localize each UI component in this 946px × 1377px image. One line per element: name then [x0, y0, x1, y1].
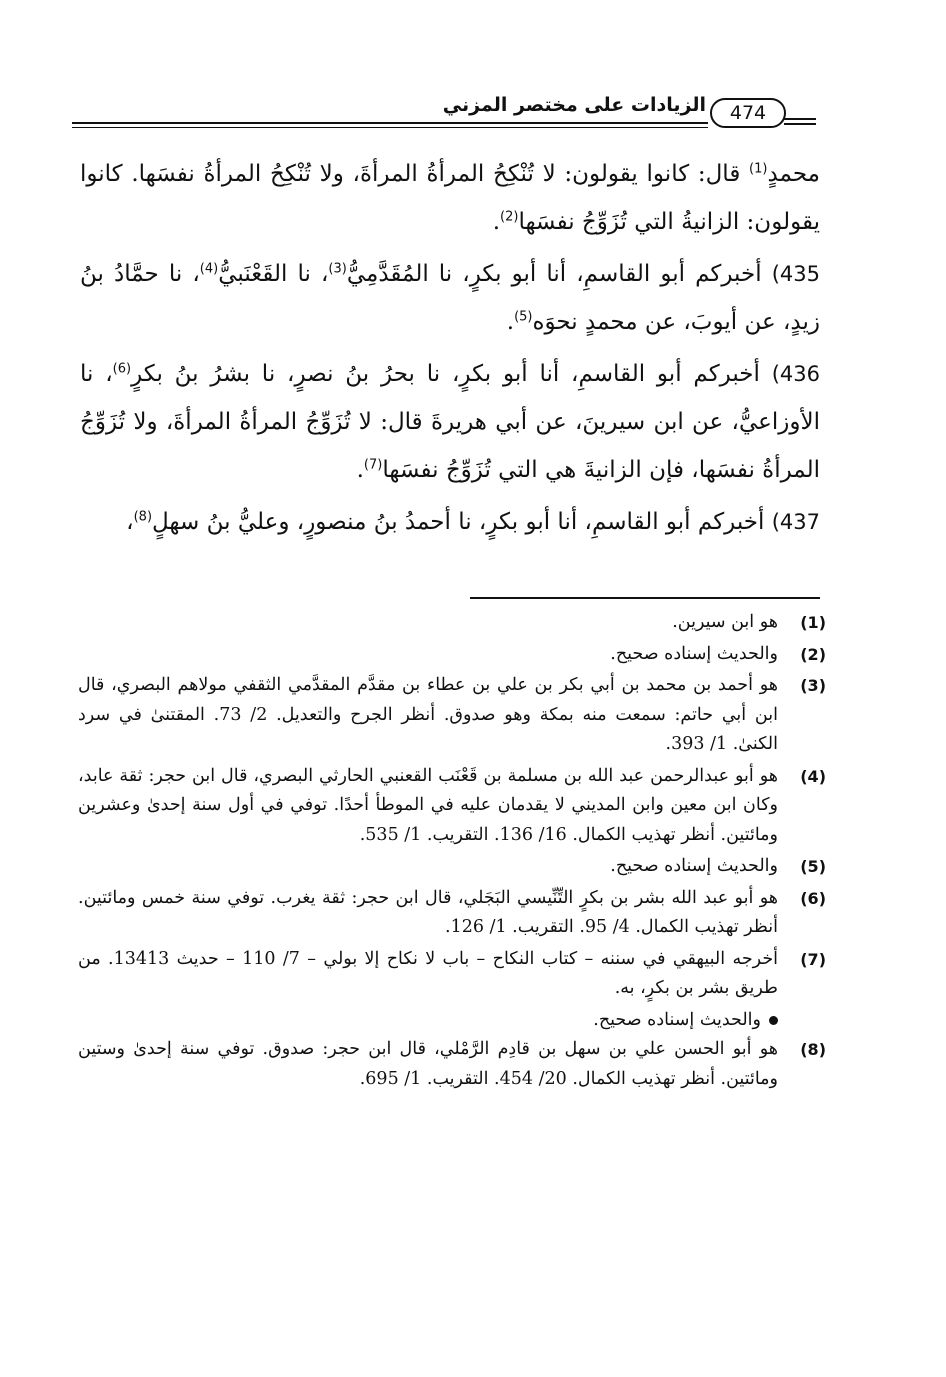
text-segment: قال: كانوا يقولون: لا تُنْكِحُ المرأةُ المرأةَ، ولا تُنْكِحُ المرأةُ نفسَها. كانوا يقولون: الزانيةُ التي تُزَوِّجُ نفسَها	[80, 161, 820, 235]
hadith-paragraph	[80, 250, 820, 346]
footnote	[78, 762, 826, 851]
text-segment: أخبركم أبو القاسمِ، أنا أبو بكرٍ، نا أحمدُ بنُ منصورٍ، وعليُّ بنُ سهلٍ	[152, 509, 772, 535]
footnote-ref[interactable]: (3)	[328, 261, 347, 277]
text-segment: ، نا القَعْنَبيُّ	[218, 261, 329, 287]
footnote-separator	[470, 597, 820, 599]
footnote-text: هو أبو عبدالرحمن عبد الله بن مسلمة بن قَعْنَب القعنبي الحارثي البصري، قال ابن حجر: ثقة عابد، وكان ابن معين وابن المديني لا يقدمان عليه في الموطأ أحدًا. توفي في أول سنة إحدىٰ وعشرين ومائتين. أنظر تهذيب الكمال. 16/ 136. التقريب. 1/ 535.	[78, 765, 778, 845]
text-segment: .	[356, 457, 364, 483]
footnote	[78, 608, 826, 638]
text-segment: محمدٍ	[767, 161, 820, 187]
text-segment: أخبركم أبو القاسمِ، أنا أبو بكرٍ، نا المُقَدَّمِيُّ	[346, 261, 772, 287]
footnote	[78, 945, 826, 1004]
hadith-paragraph	[80, 350, 820, 494]
footnote-text: والحديث إسناده صحيح.	[610, 856, 778, 876]
main-text	[80, 150, 820, 550]
footnote-bullet-line	[78, 1006, 826, 1036]
footnotes	[78, 608, 826, 1096]
footnote-number: (3)	[800, 676, 826, 695]
hadith-number: 437)	[771, 510, 820, 534]
hadith-number: 435)	[771, 262, 820, 286]
page-number: 474	[710, 98, 786, 128]
footnote-number: (4)	[800, 766, 826, 786]
footnote-number: (8)	[800, 1040, 826, 1059]
text-segment: أخبركم أبو القاسمِ، أنا أبو بكرٍ، نا بحرُ بنُ نصرٍ، نا بشرُ بنُ بكرٍ	[131, 361, 772, 387]
footnote-ref[interactable]: (4)	[199, 261, 219, 277]
footnote-text: هو أحمد بن محمد بن أبي بكر بن علي بن عطاء بن مقدَّم المقدَّمي الثقفي مولاهم البصري، قال ابن أبي حاتم: سمعت منه بمكة وهو صدوق. أنظر الجرح والتعديل. 2/ 73. المقتنىٰ في سرد الكنىٰ. 1/ 393.	[78, 675, 778, 754]
footnote-number: (7)	[800, 949, 826, 969]
footnote-ref[interactable]: (5)	[514, 309, 533, 325]
hadith-paragraph	[80, 498, 820, 546]
page-header	[72, 92, 816, 132]
footnote	[78, 640, 826, 670]
text-segment: ،	[126, 509, 134, 535]
text-segment: .	[492, 209, 500, 235]
footnote-text: هو أبو الحسن علي بن سهل بن قادِم الرَّمْلي، قال ابن حجر: صدوق. توفي سنة إحدىٰ وستين ومائتين. أنظر تهذيب الكمال. 20/ 454. التقريب. 1/ 695.	[78, 1039, 778, 1089]
footnote-ref[interactable]: (2)	[500, 209, 519, 225]
footnote-text: أخرجه البيهقي في سننه – كتاب النكاح – باب لا نكاح إلا بولي – 7/ 110 – حديث 13413. من طريق بشر بن بكرٍ، به.	[78, 948, 778, 998]
header-rule	[72, 127, 708, 128]
footnote-text: والحديث إسناده صحيح.	[610, 643, 778, 664]
text-segment: ، نا الأوزاعيُّ، عن ابن سيرينَ، عن أبي هريرةَ قال: لا تُزَوِّجُ المرأةُ المرأةَ، ولا تُزَوِّجُ المرأةُ نفسَها، فإن الزانيةَ هي التي تُزَوِّجُ نفسَها	[80, 361, 820, 483]
header-rule	[784, 118, 816, 120]
header-rule	[784, 123, 816, 125]
footnote-text: هو أبو عبد الله بشر بن بكرٍ التِّنِّيسي البَجَلي، قال ابن حجر: ثقة يغرب. توفي سنة خمس ومائتين. أنظر تهذيب الكمال. 4/ 95. التقريب. 1/ 126.	[78, 887, 778, 937]
footnote-ref[interactable]: (1)	[749, 161, 768, 177]
footnote-text: والحديث إسناده صحيح.	[593, 1009, 761, 1030]
footnote-number: (5)	[800, 857, 826, 876]
footnote	[78, 1035, 826, 1094]
footnote-ref[interactable]: (6)	[112, 361, 132, 377]
footnote-number: (1)	[800, 613, 826, 632]
text-segment: .	[506, 309, 515, 335]
running-title: الزيادات على مختصر المزني	[442, 94, 706, 116]
footnote	[78, 852, 826, 882]
bullet-icon	[769, 1016, 778, 1025]
text-segment: ، نا حمَّادُ بنُ زيدٍ، عن أيوبَ، عن محمدٍ نحوَه	[80, 261, 820, 335]
footnote-ref[interactable]: (7)	[363, 457, 383, 473]
footnote	[78, 884, 826, 943]
footnote	[78, 671, 826, 760]
footnote-text: هو ابن سيرين.	[672, 612, 778, 632]
footnote-number: (2)	[800, 644, 826, 664]
footnote-ref[interactable]: (8)	[133, 509, 153, 525]
header-rule	[72, 122, 708, 124]
hadith-number: 436)	[771, 362, 820, 386]
hadith-paragraph	[80, 150, 820, 246]
footnote-number: (6)	[800, 888, 826, 908]
